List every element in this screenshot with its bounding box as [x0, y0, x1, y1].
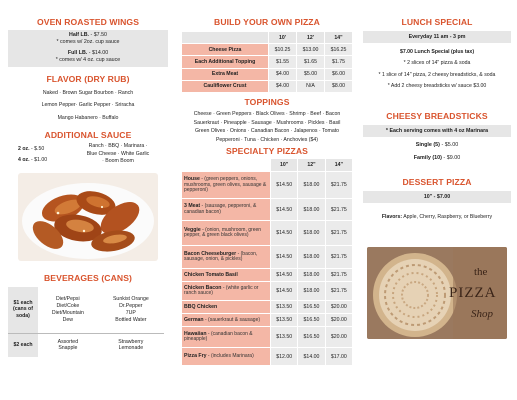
specialty-row — [182, 269, 352, 281]
price-cell: $17.00 — [326, 348, 352, 365]
bev-row — [8, 333, 164, 357]
size-header: 14" — [325, 32, 352, 43]
lunch-addon: * Add 2 cheesy breadsticks w/ sauce $3.00 — [387, 83, 487, 90]
bev-price-label — [8, 287, 38, 333]
bev-item: Dew — [62, 316, 74, 323]
build-header-row — [182, 32, 352, 43]
price-cell: $21.75 — [326, 221, 352, 245]
toppings-line: Cheese · Green Peppers · Black Olives · Shrimp · Beef · Bacon — [193, 110, 341, 117]
sauce-flavor-line: · Boom Boom — [102, 158, 134, 165]
specialty-name-text: Veggie — [184, 226, 201, 233]
price-cell: $21.75 — [326, 199, 352, 220]
sauce-size: 2 oz. — [18, 146, 30, 153]
specialty-pizza-name — [182, 327, 270, 347]
sauce-flavor-line: Ranch · BBQ · Marinara · — [88, 143, 148, 150]
bev-row — [8, 287, 164, 333]
breadsticks-single — [363, 139, 511, 152]
sauce-flavors — [68, 143, 168, 168]
specialty-description: - (white garlic or ranch sauce) — [184, 284, 259, 297]
price-cell: $13.50 — [271, 314, 297, 326]
logo-line-3: Shop — [471, 307, 493, 320]
breadsticks-family — [363, 152, 511, 165]
left-column — [8, 0, 168, 357]
build-row — [182, 44, 352, 55]
price-cell: $14.50 — [271, 282, 297, 300]
specialty-pizza-name — [182, 301, 270, 313]
bev-item: Sunkist Orange — [112, 296, 149, 303]
specialty-row — [182, 314, 352, 326]
bev-label-line: $1 each — [13, 299, 33, 306]
specialty-name-text: BBQ Chicken — [184, 303, 218, 310]
specialty-title: SPECIALTY PIZZAS — [226, 146, 308, 157]
price-cell: $14.50 — [271, 199, 297, 220]
wings-box — [8, 30, 168, 67]
bev-label-line: (cans of — [13, 306, 33, 313]
size-header: 10' — [269, 32, 296, 43]
specialty-pizza-name — [182, 246, 270, 268]
build-item-name: Cauliflower Crust — [182, 81, 268, 92]
sauce-price-large — [8, 157, 68, 168]
sauce-price: - $.50 — [30, 146, 45, 153]
lunch-details — [363, 43, 511, 91]
price-cell: $14.50 — [271, 221, 297, 245]
beverages-table — [8, 287, 164, 357]
specialty-rows — [182, 172, 352, 365]
sauce-title: ADDITIONAL SAUCE — [44, 130, 132, 141]
specialty-name-text: Chicken Tomato Basil — [184, 271, 238, 278]
specialty-description: - (bacon, sausage, onion, & pickles) — [184, 250, 258, 263]
toppings-line: Green Olives · Onions · Canadian Bacon · Jalapenos · Tomato — [194, 128, 340, 135]
specialty-description: - (canadian bacon & pineapple) — [184, 330, 253, 343]
wings-full-note: * comes w/ 4 oz. cup sauce — [55, 57, 121, 64]
breadsticks-prices — [363, 137, 511, 165]
specialty-pizza-name — [182, 348, 270, 365]
price-cell: $4.00 — [269, 81, 296, 92]
build-title: BUILD YOUR OWN PIZZA — [214, 17, 320, 27]
bev-item: Lemonade — [118, 345, 144, 352]
specialty-description: - (onion, mushroom, green pepper, & green black olives) — [184, 226, 262, 239]
price-cell: $5.00 — [297, 69, 324, 80]
price-cell: $18.00 — [298, 172, 324, 198]
price-cell: $18.00 — [298, 269, 324, 281]
price-cell: $13.50 — [271, 301, 297, 313]
middle-column — [181, 0, 353, 366]
bev-item: Assorted — [57, 338, 79, 345]
lunch-special-price: $7.00 Lunch Special (plus tax) — [399, 49, 475, 55]
breadsticks-price: - $5.00 — [439, 141, 459, 148]
size-header: 12' — [297, 32, 324, 43]
specialty-description: - (includes Marinara) — [206, 353, 254, 360]
bev-list — [98, 287, 164, 333]
sauce-size: 4 oz. — [18, 157, 30, 164]
wings-half-price: - $7.50 — [90, 32, 107, 38]
price-cell: $20.00 — [326, 327, 352, 347]
build-item-name: Cheese Pizza — [182, 44, 268, 55]
price-cell: $14.50 — [271, 269, 297, 281]
size-header: 10" — [271, 159, 297, 171]
specialty-pizza-name — [182, 282, 270, 300]
wings-half-label: Half LB. — [69, 32, 90, 38]
lunch-option: * 2 slices of 14" pizza & soda — [403, 60, 471, 67]
build-item-name: Extra Meat — [182, 69, 268, 80]
price-cell: $20.00 — [326, 314, 352, 326]
build-row — [182, 69, 352, 80]
price-cell: $6.00 — [325, 69, 352, 80]
specialty-name-text: Pizza Fry — [184, 353, 207, 360]
logo-line-2: PIZZA — [449, 284, 497, 301]
specialty-pizza-name — [182, 269, 270, 281]
price-cell: $8.00 — [325, 81, 352, 92]
price-cell: $1.75 — [325, 56, 352, 67]
right-column — [363, 0, 511, 339]
dessert-flavors — [363, 203, 511, 220]
price-cell: $13.00 — [297, 44, 324, 55]
sauce-grid — [8, 143, 168, 168]
sauce-price: - $1.00 — [30, 157, 48, 164]
specialty-header-blank — [182, 159, 270, 171]
price-cell: $16.50 — [298, 327, 324, 347]
specialty-name-text: Bacon Cheeseburger — [184, 250, 237, 257]
sauce-prices — [8, 143, 68, 168]
specialty-name-text: German — [184, 316, 204, 323]
specialty-row — [182, 301, 352, 313]
specialty-description: - (sausage, pepperoni, & canadian bacon) — [184, 203, 257, 215]
price-cell: N/A — [297, 81, 324, 92]
wings-full-price: - $14.00 — [88, 49, 109, 56]
pizza-shop-logo-image — [367, 247, 507, 339]
build-row — [182, 81, 352, 92]
build-row — [182, 56, 352, 67]
build-header-blank — [182, 32, 268, 43]
price-cell: $14.50 — [271, 246, 297, 268]
rub-list — [8, 87, 168, 125]
bev-item: Strawberry — [118, 338, 144, 345]
wings-full-label: Full LB. — [67, 49, 88, 56]
specialty-description: - (green peppers, onions, mushrooms, green olives, sausage & pepperoni) — [184, 175, 267, 194]
bev-item: Diet/Coke — [56, 303, 80, 310]
specialty-row — [182, 327, 352, 347]
specialty-row — [182, 282, 352, 300]
specialty-row — [182, 221, 352, 245]
price-cell: $16.25 — [325, 44, 352, 55]
bev-item: 7UP — [125, 309, 136, 316]
toppings-line: Pepperoni · Tuna · Chicken · Anchovies ($4) — [215, 136, 319, 143]
price-cell: $21.75 — [326, 172, 352, 198]
price-cell: $18.00 — [298, 282, 324, 300]
specialty-row — [182, 199, 352, 220]
price-cell: $16.50 — [298, 301, 324, 313]
specialty-row — [182, 246, 352, 268]
specialty-pizza-name — [182, 221, 270, 245]
build-item-name: Each Additional Topping — [182, 56, 268, 67]
wings-title: OVEN ROASTED WINGS — [36, 17, 140, 27]
breadsticks-price: - $9.00 — [441, 154, 461, 161]
specialty-table — [181, 158, 353, 366]
lunch-option: * 1 slice of 14" pizza, 2 cheesy breadsticks, & soda — [378, 71, 496, 78]
bev-price-label: $2 each — [8, 333, 38, 357]
toppings-line: Sauerkraut · Pineapple · Sausage · Mushrooms · Pickles · Basil — [193, 119, 341, 126]
bev-list — [98, 333, 164, 357]
specialty-description: - (sauerkraut & sausage) — [203, 316, 261, 323]
specialty-row — [182, 172, 352, 198]
specialty-row — [182, 348, 352, 365]
dessert-price: 10" - $7.00 — [363, 191, 511, 203]
sauce-flavor-line: Blue Cheese · White Garlic — [86, 150, 150, 157]
sauce-price-small — [8, 146, 68, 157]
size-header: 12" — [298, 159, 324, 171]
bev-item: Dr.Pepper — [119, 303, 143, 310]
price-cell: $16.50 — [298, 314, 324, 326]
price-cell: $4.00 — [269, 69, 296, 80]
price-cell: $20.00 — [326, 301, 352, 313]
wings-half-note: * comes w/ 2oz. cup sauce — [56, 39, 120, 46]
dessert-flavors-label: Flavors: — [381, 213, 403, 220]
logo-line-1: the — [474, 265, 488, 278]
price-cell: $18.00 — [298, 246, 324, 268]
price-cell: $14.50 — [271, 172, 297, 198]
wings-half — [10, 32, 166, 39]
price-cell: $10.25 — [269, 44, 296, 55]
specialty-name-text: Hawaiian — [184, 330, 207, 337]
chicken-wings-image — [18, 173, 158, 261]
bev-item: Diet/Pepsi — [56, 296, 80, 303]
price-cell: $12.00 — [271, 348, 297, 365]
bev-item: Bottled Water — [115, 316, 147, 323]
breadsticks-size: Single (5) — [415, 141, 440, 148]
specialty-name-text: Chicken Bacon — [184, 284, 222, 291]
specialty-name-text: House — [184, 175, 200, 182]
breadsticks-size: Family (10) — [413, 154, 442, 161]
price-cell: $18.00 — [298, 199, 324, 220]
pizza-shop-logo-photo — [367, 247, 507, 339]
price-cell: $21.75 — [326, 246, 352, 268]
price-cell: $21.75 — [326, 269, 352, 281]
toppings-title: TOPPINGS — [244, 96, 290, 107]
build-table — [181, 31, 353, 93]
price-cell: $14.00 — [298, 348, 324, 365]
price-cell: $1.55 — [269, 56, 296, 67]
price-cell: $18.00 — [298, 221, 324, 245]
rub-line: Naked · Brown Sugar Bourbon · Ranch — [42, 89, 134, 96]
rub-line: Mango Habanero · Buffalo — [57, 114, 119, 121]
lunch-hours: Everyday 11 am - 3 pm — [363, 31, 511, 43]
size-header: 14" — [326, 159, 352, 171]
bev-item: Diet/Mountain — [51, 309, 84, 316]
bev-list — [38, 287, 98, 333]
price-cell: $21.75 — [326, 282, 352, 300]
lunch-title: LUNCH SPECIAL — [401, 17, 473, 27]
price-cell: $1.65 — [297, 56, 324, 67]
rub-title: FLAVOR (DRY RUB) — [46, 73, 130, 84]
bev-item: Snapple — [58, 345, 78, 352]
toppings-list — [181, 110, 353, 144]
bev-list — [38, 333, 98, 357]
specialty-pizza-name — [182, 172, 270, 198]
breadsticks-note: * Each serving comes with 4 oz Marinara — [363, 125, 511, 137]
specialty-pizza-name — [182, 199, 270, 220]
beverages-title: BEVERAGES (CANS) — [43, 273, 133, 284]
specialty-name-text: 3 Meat — [184, 203, 201, 210]
rub-line: Lemon Pepper· Garlic Pepper · Sriracha — [41, 102, 135, 109]
wings-full — [10, 50, 166, 57]
breadsticks-title: CHEESY BREADSTICKS — [386, 110, 488, 121]
bev-label-line: soda) — [16, 313, 30, 320]
wings-photo — [18, 173, 158, 261]
dessert-title: DESSERT PIZZA — [402, 176, 472, 187]
dessert-flavors-list: Apple, Cherry, Raspberry, or Blueberry — [402, 213, 493, 220]
specialty-header-row — [182, 159, 352, 171]
price-cell: $13.50 — [271, 327, 297, 347]
specialty-pizza-name — [182, 314, 270, 326]
